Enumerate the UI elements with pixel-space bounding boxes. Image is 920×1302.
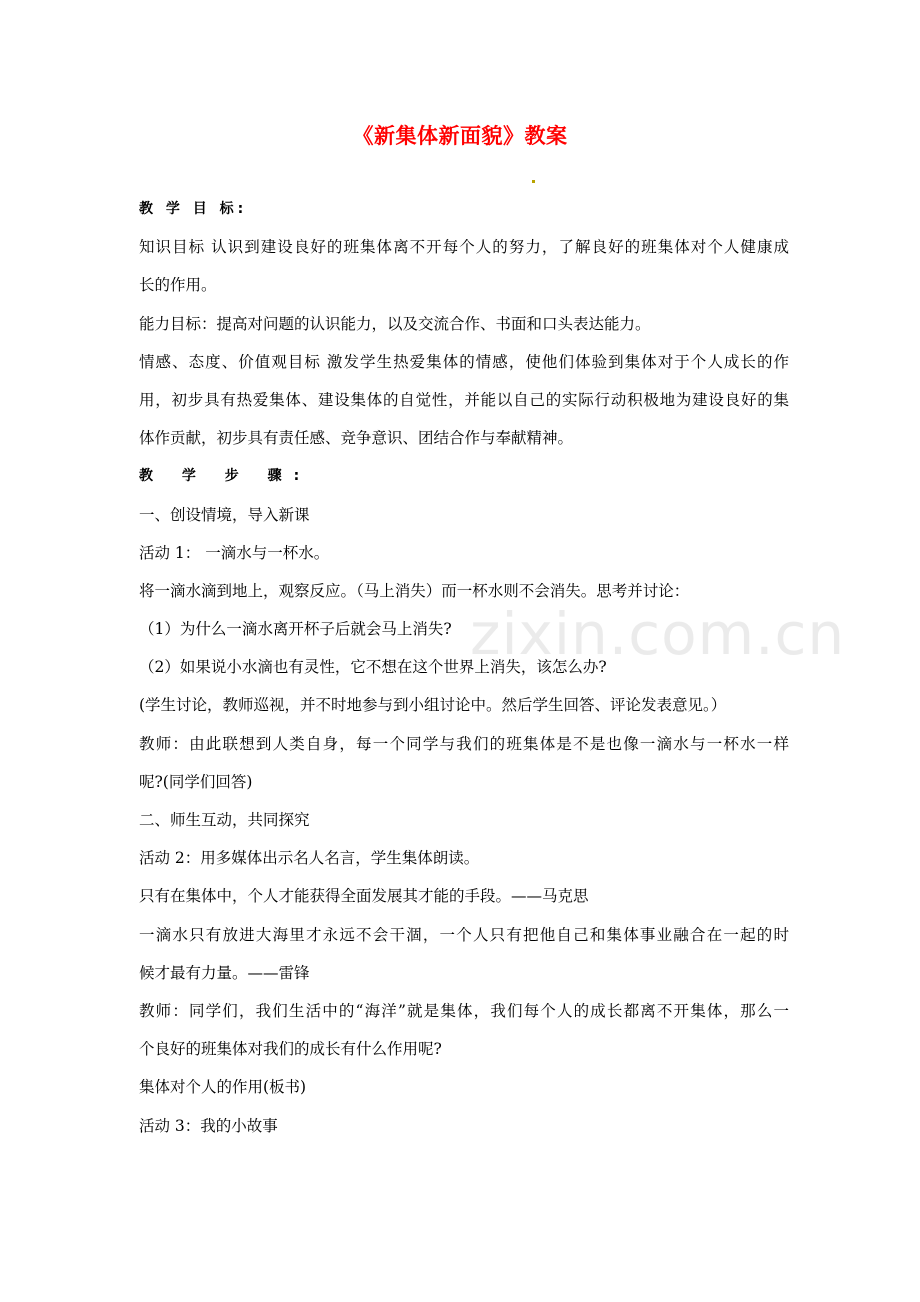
paragraph-line: 二、师生互动，共同探究 (139, 811, 310, 829)
paragraph-line: 候才最有力量。——雷锋 (139, 963, 310, 982)
paragraph-line: 呢?(同学们回答) (139, 772, 253, 791)
section-heading-steps: 教 学 步 骤: (139, 468, 312, 485)
decorative-dot (532, 180, 535, 183)
paragraph-line: 教师：由此联想到人类自身，每一个同学与我们的班集体是不是也像一滴水与一杯水一样 (139, 734, 789, 753)
paragraph-line: 活动 2：用多媒体出示名人名言，学生集体朗读。 (139, 849, 480, 868)
paragraph-line: 能力目标：提高对问题的认识能力，以及交流合作、书面和口头表达能力。 (139, 314, 651, 333)
paragraph-line: 将一滴水滴到地上，观察反应。（马上消失）而一杯水则不会消失。思考并讨论： (139, 581, 690, 600)
paragraph-line: （2）如果说小水滴也有灵性，它不想在这个世界上消失，该怎么办? (139, 658, 607, 677)
paragraph-line: 个良好的班集体对我们的成长有什么作用呢? (139, 1040, 442, 1059)
paragraph-line: 活动 1： 一滴水与一杯水。 (139, 543, 330, 562)
paragraph-line: 只有在集体中，个人才能获得全面发展其才能的手段。——马克思 (139, 887, 589, 906)
paragraph-line: 知识目标 认识到建设良好的班集体离不开每个人的努力，了解良好的班集体对个人健康成 (139, 238, 789, 257)
paragraph-line: 一、创设情境，导入新课 (139, 505, 310, 524)
paragraph-line: 教师：同学们，我们生活中的“海洋”就是集体，我们每个人的成长都离不开集体，那么一 (139, 1001, 789, 1020)
paragraph-line: 长的作用。 (139, 276, 217, 295)
paragraph-line: 集体对个人的作用(板书) (139, 1078, 307, 1097)
paragraph-line: 体作贡献，初步具有责任感、竞争意识、团结合作与奉献精神。 (139, 429, 574, 448)
paragraph-line: 一滴水只有放进大海里才永远不会干涸，一个人只有把他自己和集体事业融合在一起的时 (139, 925, 789, 944)
paragraph-line: 活动 3：我的小故事 (139, 1116, 278, 1135)
section-heading-objectives: 教 学 目 标: (139, 201, 248, 217)
paragraph-line: (学生讨论，教师巡视，并不时地参与到小组讨论中。然后学生回答、评论发表意见。） (139, 696, 727, 715)
paragraph-line: 情感、态度、价值观目标 激发学生热爱集体的情感，使他们体验到集体对于个人成长的作 (139, 352, 789, 371)
watermark: zixin.com.cn (470, 600, 846, 668)
document-body (139, 190, 789, 1145)
paragraph-line: 用，初步具有热爱集体、建设集体的自觉性，并能以自己的实际行动积极地为建设良好的集 (139, 390, 789, 409)
document-title: 《新集体新面貌》教案 (352, 124, 568, 148)
paragraph-line: （1）为什么一滴水离开杯子后就会马上消失? (139, 620, 452, 639)
